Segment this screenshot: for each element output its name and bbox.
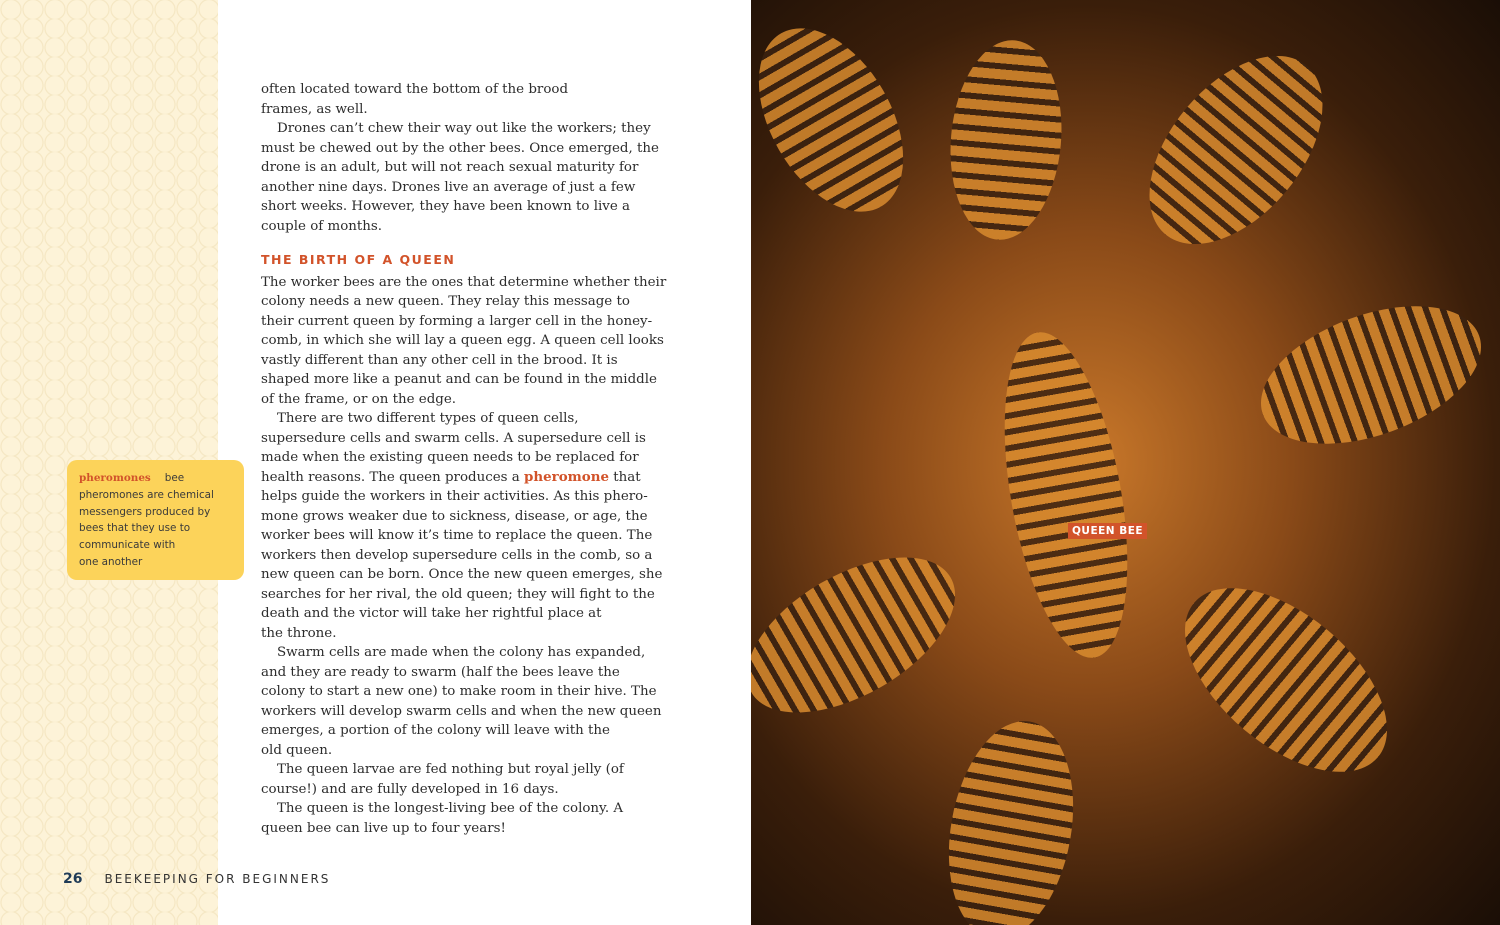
paragraph-line: course!) and are fully developed in 16 days. bbox=[261, 781, 559, 797]
bee-image bbox=[751, 3, 933, 236]
photo-label: QUEEN BEE bbox=[1068, 523, 1147, 539]
paragraph-line: worker bees will know it’s time to replace the queen. The bbox=[261, 528, 653, 543]
paragraph-line: new queen can be born. Once the new queen emerges, she bbox=[261, 567, 663, 582]
paragraph-line: supersedure cells and swarm cells. A supersedure cell is bbox=[261, 430, 646, 446]
page-footer bbox=[63, 871, 330, 887]
paragraph-line: and they are ready to swarm (half the bees leave the bbox=[261, 664, 620, 680]
definition-line: one another bbox=[79, 555, 143, 568]
bee-image bbox=[1242, 279, 1499, 470]
paragraph-line: often located toward the bottom of the brood bbox=[261, 82, 569, 97]
paragraph-line: mone grows weaker due to sickness, disease, or age, the bbox=[261, 508, 648, 524]
paragraph-line: workers then develop supersedure cells in the comb, so a bbox=[261, 547, 653, 563]
paragraph bbox=[261, 119, 659, 236]
paragraph-line: couple of months. bbox=[261, 218, 383, 234]
paragraph bbox=[261, 643, 662, 760]
running-title: BEEKEEPING FOR BEGINNERS bbox=[104, 872, 331, 886]
paragraph-line: frames, as well. bbox=[261, 101, 368, 117]
text: health reasons. The queen produces a bbox=[261, 469, 525, 485]
paragraph-line bbox=[261, 468, 641, 488]
paragraph-line: must be chewed out by the other bees. Once emerged, the bbox=[261, 140, 659, 156]
paragraph-line: emerges, a portion of the colony will leave with the bbox=[261, 723, 610, 738]
paragraph-line: short weeks. However, they have been known to live a bbox=[261, 199, 631, 214]
definition-line: messengers produced by bbox=[79, 505, 211, 518]
paragraph bbox=[261, 80, 641, 119]
paragraph-line: helps guide the workers in their activities. As this phero- bbox=[261, 489, 648, 504]
bee-image bbox=[1116, 24, 1357, 276]
paragraph-line: comb, in which she will lay a queen egg. A queen cell looks bbox=[261, 333, 664, 348]
page-number: 26 bbox=[63, 871, 83, 887]
paragraph bbox=[261, 273, 667, 410]
paragraph-line: colony to start a new one) to make room in their hive. The bbox=[261, 684, 657, 699]
paragraph-line: of the frame, or on the edge. bbox=[261, 391, 457, 407]
paragraph-line: the throne. bbox=[261, 625, 337, 641]
paragraph-line: queen bee can live up to four years! bbox=[261, 820, 506, 836]
paragraph-line: made when the existing queen needs to be replaced for bbox=[261, 450, 639, 465]
paragraph-line: The queen is the longest-living bee of the colony. A bbox=[277, 801, 624, 816]
definition-line: pheromones are chemical bbox=[79, 488, 214, 501]
definition-line: bee bbox=[164, 472, 185, 484]
glossary-term: pheromones bbox=[79, 472, 151, 484]
paragraph-line: Drones can’t chew their way out like the workers; they bbox=[277, 121, 651, 136]
paragraph-line: colony needs a new queen. They relay this message to bbox=[261, 294, 630, 309]
paragraph-line: vastly different than any other cell in the brood. It is bbox=[261, 352, 618, 368]
paragraph-line: There are two different types of queen cells, bbox=[277, 411, 579, 426]
paragraph-line: death and the victor will take her rightful place at bbox=[261, 606, 602, 621]
paragraph-line: searches for her rival, the old queen; they will fight to the bbox=[261, 586, 655, 602]
paragraph-line: shaped more like a peanut and can be found in the middle bbox=[261, 372, 657, 387]
paragraph bbox=[261, 487, 663, 643]
definition-line: communicate with bbox=[79, 539, 176, 552]
queen-bee-photo bbox=[751, 0, 1500, 925]
paragraph bbox=[261, 409, 646, 468]
paragraph-line: old queen. bbox=[261, 742, 333, 758]
queen-bee-image bbox=[983, 323, 1149, 667]
bee-image bbox=[942, 36, 1069, 245]
body-text bbox=[261, 80, 667, 838]
bee-image bbox=[933, 711, 1089, 925]
section-heading: THE BIRTH OF A QUEEN bbox=[261, 252, 456, 267]
bee-image bbox=[751, 526, 981, 745]
paragraph bbox=[261, 799, 641, 838]
paragraph-line: The queen larvae are fed nothing but royal jelly (of bbox=[277, 762, 624, 777]
glossary-term: pheromone bbox=[524, 468, 609, 485]
paragraph-line: another nine days. Drones live an average of just a few bbox=[261, 179, 636, 195]
paragraph bbox=[261, 760, 641, 799]
text: that bbox=[608, 469, 641, 485]
paragraph-line: The worker bees are the ones that determine whether their bbox=[261, 274, 667, 290]
paragraph-line: workers will develop swarm cells and when the new queen bbox=[261, 703, 662, 719]
glossary-sidebar bbox=[67, 460, 244, 580]
paragraph-line: their current queen by forming a larger cell in the honey- bbox=[261, 313, 653, 329]
paragraph-line: Swarm cells are made when the colony has expanded, bbox=[277, 645, 646, 660]
bee-image bbox=[1152, 553, 1419, 807]
definition-line: bees that they use to bbox=[79, 522, 191, 535]
paragraph-line: drone is an adult, but will not reach sexual maturity for bbox=[261, 160, 639, 175]
